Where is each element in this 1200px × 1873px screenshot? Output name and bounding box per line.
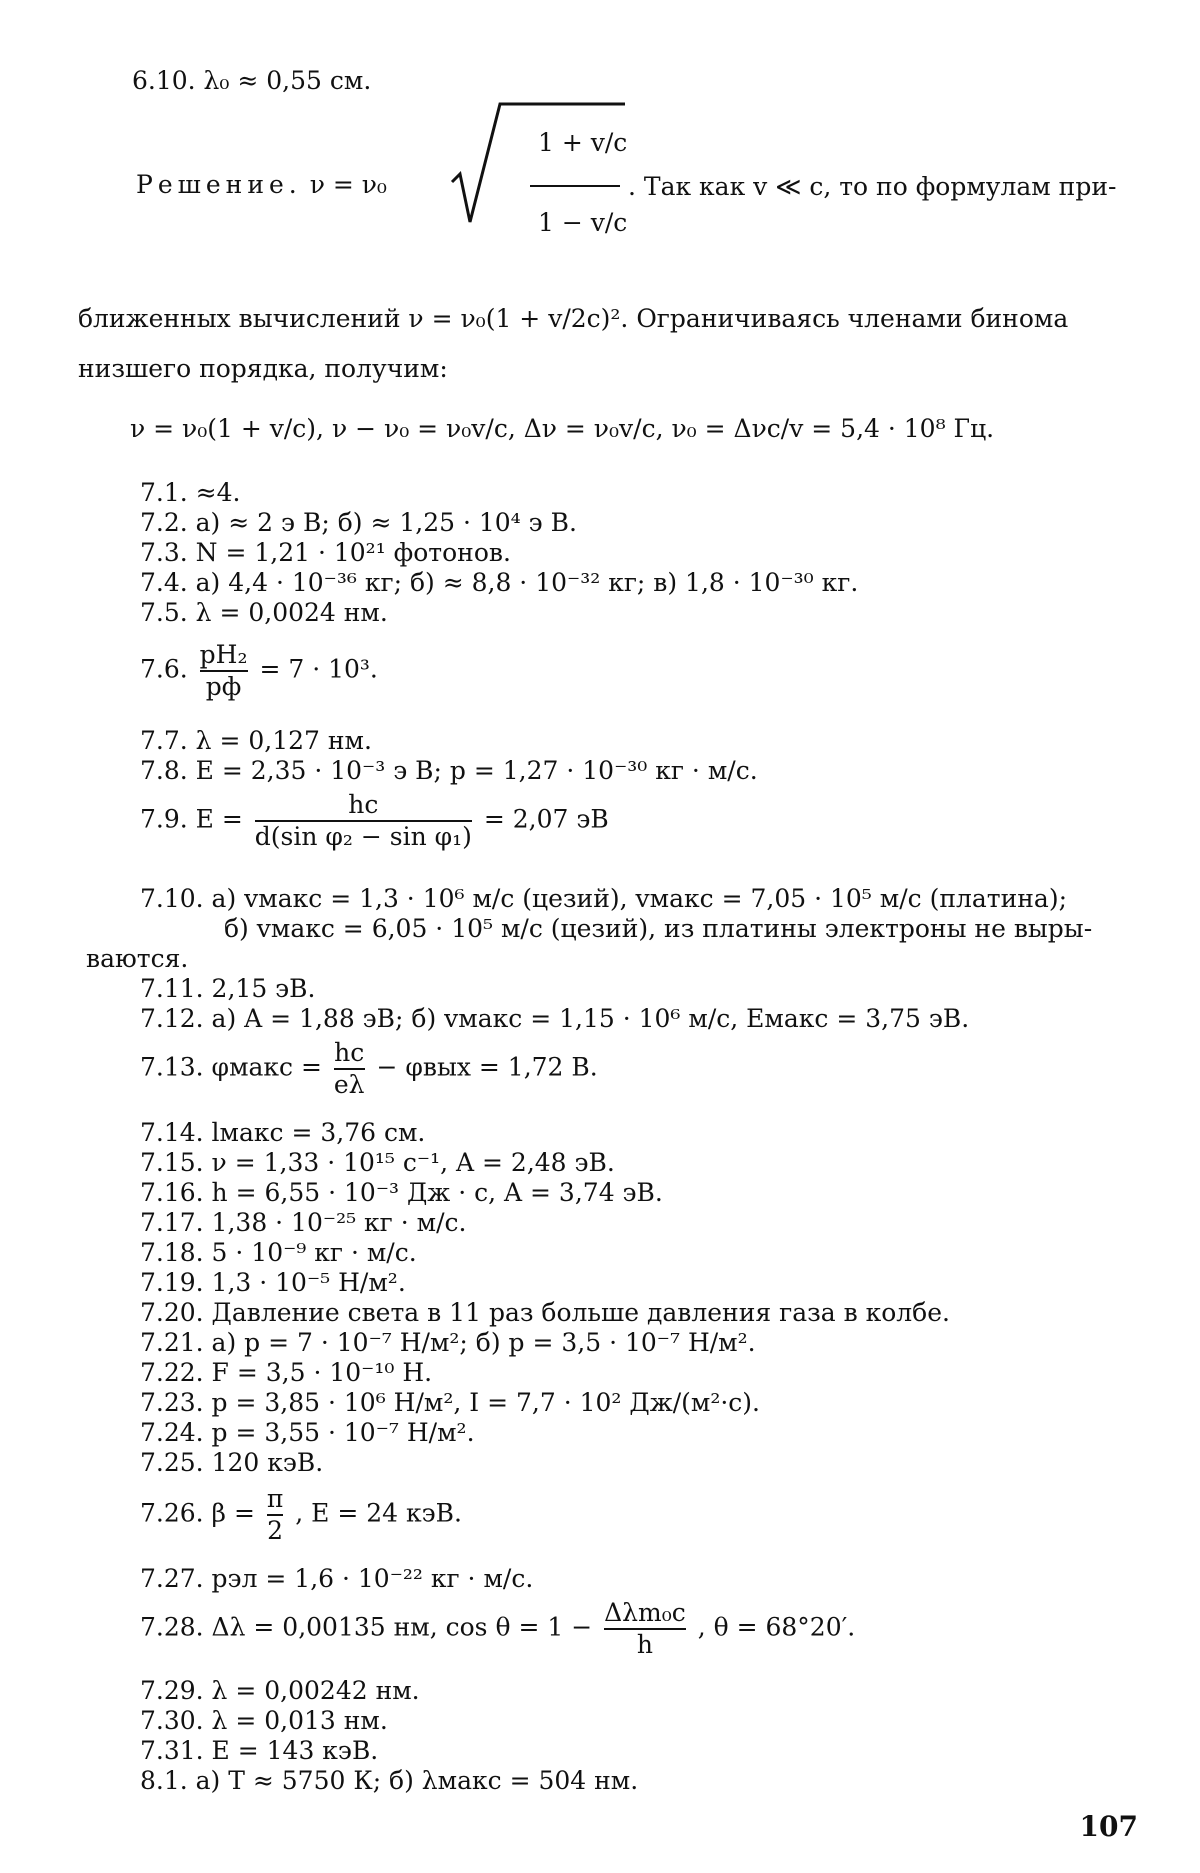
answer-7-20: 7.20. Давление света в 11 раз больше давления газа в колбе. — [140, 1298, 950, 1327]
answer-7-26-prefix: 7.26. β = — [140, 1498, 255, 1528]
answer-7-2: 7.2. а) ≈ 2 э В; б) ≈ 1,25 · 10⁴ э В. — [140, 508, 577, 537]
answer-7-3: 7.3. N = 1,21 · 10²¹ фотонов. — [140, 538, 511, 567]
answer-7-13-prefix: 7.13. φмакс = — [140, 1052, 322, 1082]
answer-7-12: 7.12. а) A = 1,88 эВ; б) vмакс = 1,15 · 10⁶ м/с, Eмакс = 3,75 эВ. — [140, 1004, 970, 1033]
answer-7-25: 7.25. 120 кэВ. — [140, 1448, 324, 1477]
answer-7-28-fraction — [604, 1598, 686, 1660]
answer-7-6 — [140, 640, 378, 702]
solution-word: Решение. — [136, 170, 302, 199]
answer-7-18: 7.18. 5 · 10⁻⁹ кг · м/с. — [140, 1238, 417, 1267]
answer-7-1: 7.1. ≈4. — [140, 478, 241, 507]
answer-7-13-tail: − φвых = 1,72 В. — [376, 1052, 598, 1082]
solution-tail: . Так как v ≪ c, то по формулам при- — [628, 172, 1117, 201]
answer-7-26-tail: , E = 24 кэВ. — [295, 1498, 462, 1528]
answer-7-13 — [140, 1038, 598, 1100]
answer-7-6-numerator: pH₂ — [199, 640, 248, 669]
answer-7-4: 7.4. а) 4,4 · 10⁻³⁶ кг; б) ≈ 8,8 · 10⁻³² кг; в) 1,8 · 10⁻³⁰ кг. — [140, 568, 859, 597]
answer-7-28-denominator: h — [604, 1628, 686, 1660]
answer-7-13-numerator: hc — [334, 1038, 365, 1067]
answer-7-9 — [140, 790, 609, 852]
answer-7-7: 7.7. λ = 0,127 нм. — [140, 726, 372, 755]
answer-7-19: 7.19. 1,3 · 10⁻⁵ Н/м². — [140, 1268, 406, 1297]
answer-7-28-tail: , θ = 68°20′. — [697, 1612, 856, 1642]
answer-7-13-denominator: eλ — [333, 1070, 365, 1099]
answer-7-28-numerator: Δλm₀c — [604, 1598, 686, 1627]
answer-7-6-fraction — [200, 640, 248, 702]
result-equation: ν = ν₀(1 + v/c), ν − ν₀ = ν₀v/c, Δν = ν₀v/c, ν₀ = Δνc/v = 5,4 · 10⁸ Гц. — [130, 414, 995, 443]
sqrt-numerator: 1 + v/c — [538, 128, 628, 157]
answer-7-10-a: 7.10. а) vмакс = 1,3 · 10⁶ м/с (цезий), vмакс = 7,05 · 10⁵ м/с (платина); — [140, 884, 1068, 913]
answer-7-23: 7.23. p = 3,85 · 10⁶ Н/м², I = 7,7 · 10² Дж/(м²·с). — [140, 1388, 760, 1417]
solution-equation-left: ν = ν₀ — [309, 170, 387, 199]
answer-7-15: 7.15. ν = 1,33 · 10¹⁵ с⁻¹, A = 2,48 эВ. — [140, 1148, 615, 1177]
answer-7-10-b: б) vмакс = 6,05 · 10⁵ м/с (цезий), из платины электроны не выры- — [224, 914, 1093, 943]
answer-7-13-fraction — [334, 1038, 365, 1100]
solution-label — [136, 170, 387, 200]
answer-7-5: 7.5. λ = 0,0024 нм. — [140, 598, 388, 627]
answer-7-14: 7.14. lмакс = 3,76 см. — [140, 1118, 426, 1147]
answer-7-24: 7.24. p = 3,55 · 10⁻⁷ Н/м². — [140, 1418, 475, 1447]
answer-7-30: 7.30. λ = 0,013 нм. — [140, 1706, 388, 1735]
answer-7-26 — [140, 1484, 462, 1546]
answer-7-8: 7.8. E = 2,35 · 10⁻³ э В; p = 1,27 · 10⁻³⁰ кг · м/с. — [140, 756, 758, 785]
answer-7-26-numerator: π — [266, 1484, 284, 1513]
answer-7-6-prefix: 7.6. — [140, 654, 188, 684]
answer-8-1: 8.1. а) T ≈ 5750 К; б) λмакс = 504 нм. — [140, 1766, 639, 1795]
answer-7-9-denominator: d(sin φ₂ − sin φ₁) — [254, 822, 472, 851]
answer-7-26-fraction — [267, 1484, 283, 1546]
answer-7-9-numerator: hc — [348, 790, 379, 819]
answer-7-21: 7.21. а) p = 7 · 10⁻⁷ Н/м²; б) p = 3,5 · 10⁻⁷ Н/м². — [140, 1328, 756, 1357]
answer-7-17: 7.17. 1,38 · 10⁻²⁵ кг · м/с. — [140, 1208, 467, 1237]
answer-7-9-fraction — [255, 790, 472, 852]
approximation-text: ближенных вычислений ν = ν₀(1 + v/2c)². Ограничиваясь членами бинома — [78, 304, 1069, 333]
sqrt-denominator: 1 − v/c — [538, 208, 628, 237]
lower-order-text: низшего порядка, получим: — [78, 354, 448, 383]
answer-7-28-prefix: 7.28. Δλ = 0,00135 нм, cos θ = 1 − — [140, 1612, 593, 1642]
answer-7-6-denominator: pф — [200, 670, 248, 702]
answer-7-16: 7.16. h = 6,55 · 10⁻³ Дж · с, A = 3,74 эВ. — [140, 1178, 663, 1207]
page-number: 107 — [1079, 1810, 1138, 1843]
answer-7-26-denominator: 2 — [267, 1516, 284, 1545]
answer-6-10: 6.10. λ₀ ≈ 0,55 см. — [132, 66, 372, 95]
answer-7-9-prefix: 7.9. E = — [140, 804, 243, 834]
answer-7-9-tail: = 2,07 эВ — [483, 804, 609, 834]
answer-7-27: 7.27. pэл = 1,6 · 10⁻²² кг · м/с. — [140, 1564, 534, 1593]
answer-7-10-c: ваются. — [86, 944, 189, 973]
answer-7-28 — [140, 1598, 855, 1660]
answer-7-6-tail: = 7 · 10³. — [259, 654, 378, 684]
answer-7-22: 7.22. F = 3,5 · 10⁻¹⁰ Н. — [140, 1358, 433, 1387]
answer-7-11: 7.11. 2,15 эВ. — [140, 974, 316, 1003]
answer-7-29: 7.29. λ = 0,00242 нм. — [140, 1676, 420, 1705]
answer-7-31: 7.31. E = 143 кэВ. — [140, 1736, 379, 1765]
